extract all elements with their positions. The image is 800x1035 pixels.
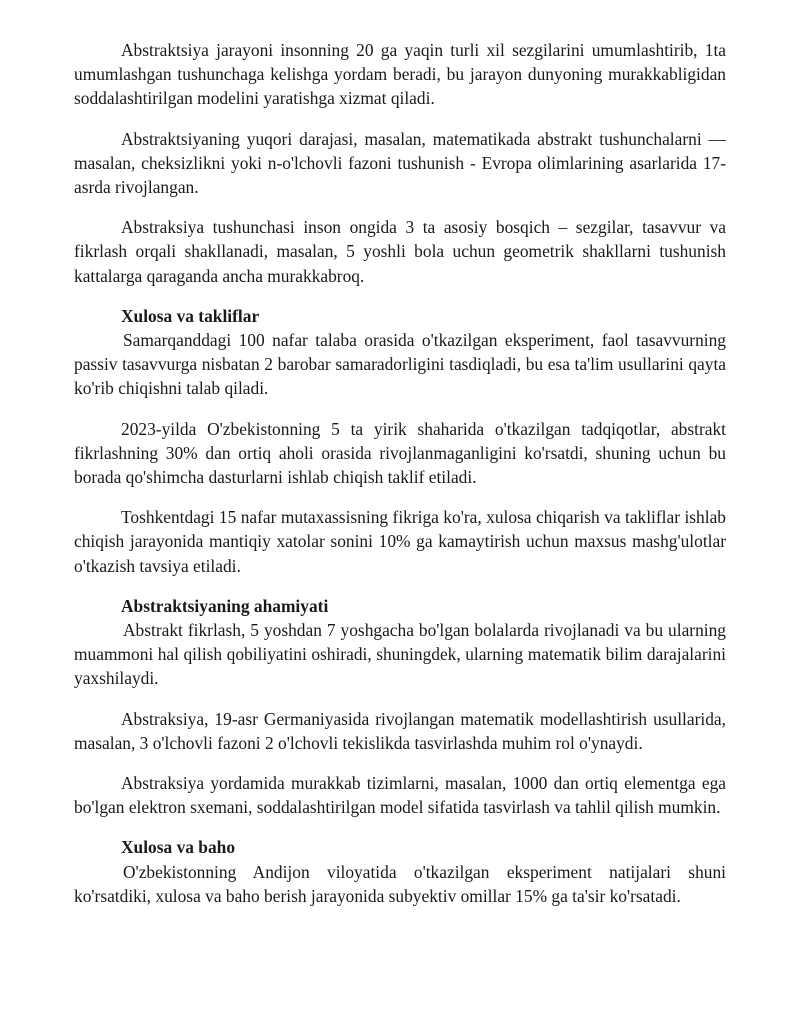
body-paragraph: Samarqanddagi 100 nafar talaba orasida o'tkazilgan eksperiment, faol tasavvurning passiv tasavvurga nisbatan 2 barobar samaradorligini tasdiqladi, bu esa ta'lim usullarini qayta ko'rib chiqishni talab qiladi. [74, 330, 726, 399]
section-heading: Xulosa va baho [121, 837, 236, 858]
body-paragraph: Abstrakt fikrlash, 5 yoshdan 7 yoshgacha bo'lgan bolalarda rivojlanadi va bu ularning muammoni hal qilish qobiliyatini oshiradi, shuningdek, ularning matematik bilim darajalarini yaxshilaydi. [74, 620, 726, 689]
body-paragraph: Abstraksiya, 19-asr Germaniyasida rivojlangan matematik modellashtirish usullarida, masalan, 3 o'lchovli fazoni 2 o'lchovli tekislikda tasvirlashda muhim rol o'ynaydi. [74, 708, 726, 753]
body-paragraph: 2023-yilda O'zbekistonning 5 ta yirik shaharida o'tkazilgan tadqiqotlar, abstrakt fikrlashning 30% dan ortiq aholi orasida rivojlanmaganligini ko'rsatdi, shuning uchun bu borada qo'shimcha dasturlarni ishlab chiqish taklif etiladi. [74, 418, 726, 488]
body-paragraph: Toshkentdagi 15 nafar mutaxassisning fikriga ko'ra, xulosa chiqarish va takliflar ishlab chiqish jarayonida mantiqiy xatolar sonini 10% ga kamaytirish uchun maxsus mashg'ulotlar o'tkazish tavsiya etiladi. [74, 507, 726, 576]
body-paragraph: Abstraktsiyaning yuqori darajasi, masalan, matematikada abstrakt tushunchalarni — masalan, cheksizlikni yoki n-o'lchovli fazoni tushunish - Evropa olimlarining asarlarida 17-asrda rivojlangan. [74, 128, 726, 198]
section-heading: Xulosa va takliflar [121, 305, 260, 326]
body-paragraph: O'zbekistonning Andijon viloyatida o'tkazilgan eksperiment natijalari shuni ko'rsatdiki, xulosa va baho berish jarayonida subyektiv omillar 15% ga ta'sir ko'rsatadi. [74, 861, 726, 906]
body-paragraph: Abstraksiya tushunchasi inson ongida 3 ta asosiy bosqich – sezgilar, tasavvur va fikrlash orqali shakllanadi, masalan, 5 yoshli bola uchun geometrik shakllarni tushunish kattalarga qaraganda ancha murakkabroq. [74, 217, 726, 286]
section-heading: Abstraktsiyaning ahamiyati [121, 595, 329, 616]
document-page [74, 38, 726, 908]
body-paragraph: Abstraktsiya jarayoni insonning 20 ga yaqin turli xil sezgilarini umumlashtirib, 1ta umumlashgan tushunchaga kelishga yordam beradi, bu jarayon dunyoning murakkabligidan soddalashtirilgan modelini yaratishga xizmat qiladi. [74, 40, 726, 109]
body-paragraph: Abstraksiya yordamida murakkab tizimlarni, masalan, 1000 dan ortiq elementga ega bo'lgan elektron sxemani, soddalashtirilgan model sifatida tasvirlash va tahlil qilish mumkin. [74, 773, 726, 818]
